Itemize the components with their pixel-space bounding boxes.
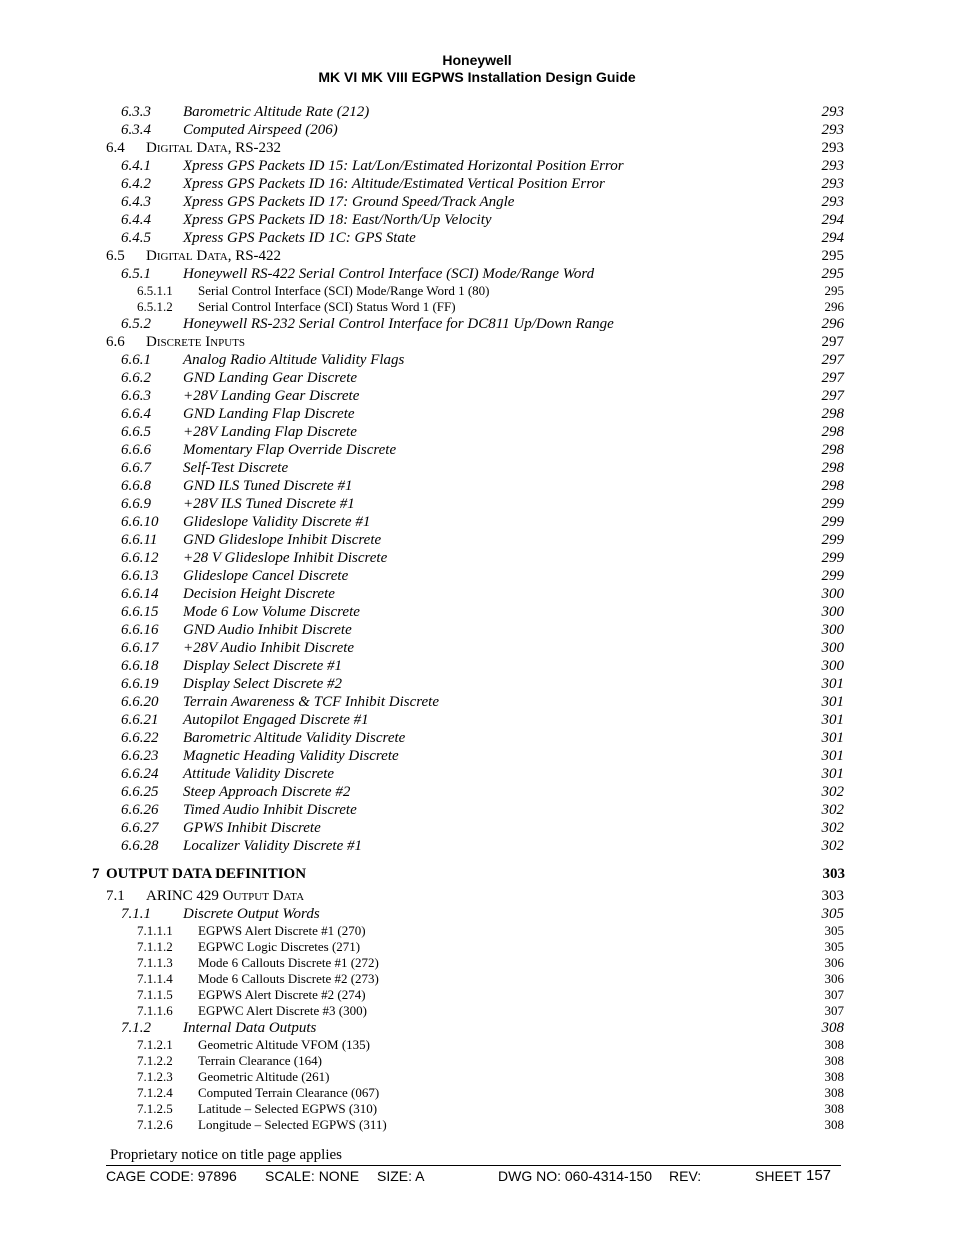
toc-entry-number: 6.6 (106, 334, 125, 350)
toc-entry-title: +28V Landing Gear Discrete (183, 388, 360, 404)
toc-entry-title: Steep Approach Discrete #2 (183, 784, 351, 800)
toc-entry-number: 6.5 (106, 248, 125, 264)
toc-entry-number: 6.4.1 (121, 158, 151, 174)
toc-entry-number: 6.5.1 (121, 266, 151, 282)
toc-entry-title: Attitude Validity Discrete (183, 766, 335, 782)
toc-entry-title: Serial Control Interface (SCI) Status Word 1 (FF) (198, 299, 456, 314)
toc-entry-page: 294 (821, 230, 844, 246)
toc-entry-title: Mode 6 Low Volume Discrete (183, 604, 360, 620)
toc-entry-title: Barometric Altitude Validity Discrete (183, 730, 406, 746)
toc-entry-title: Discrete Inputs (146, 334, 246, 350)
toc-entry-title: Xpress GPS Packets ID 1C: GPS State (183, 230, 416, 246)
toc-entry-number: 7.1.1.6 (137, 1003, 173, 1018)
toc-entry-title: EGPWS Alert Discrete #1 (270) (198, 923, 366, 938)
toc-entry-page: 301 (821, 712, 844, 728)
toc-entry-page: 301 (821, 694, 844, 710)
toc-entry-page: 295 (824, 283, 844, 298)
toc-entry-title: Decision Height Discrete (183, 586, 335, 602)
toc-entry-number: 6.6.8 (121, 478, 151, 494)
toc-entry-number: 6.3.4 (121, 122, 151, 138)
toc-entry-page: 308 (824, 1101, 844, 1116)
proprietary-notice: Proprietary notice on title page applies (110, 1147, 343, 1163)
toc-entry-title: Glideslope Validity Discrete #1 (183, 514, 371, 530)
toc-entry-title: +28V ILS Tuned Discrete #1 (183, 496, 355, 512)
toc-entry-number: 6.6.11 (121, 532, 158, 548)
toc-entry-number: 7.1.2.4 (137, 1085, 173, 1100)
toc-entry-page: 301 (821, 766, 844, 782)
toc-entry-number: 6.6.20 (121, 694, 159, 710)
toc-entry-page: 302 (821, 838, 844, 854)
toc-entry-page: 298 (821, 442, 844, 458)
toc-entry-number: 6.6.26 (121, 802, 159, 818)
header-company: Honeywell (442, 52, 512, 68)
toc-entry-page: 298 (821, 406, 844, 422)
toc-entry-number: 6.4.3 (121, 194, 151, 210)
toc-entry-page: 300 (821, 640, 844, 656)
toc-entry-title: Longitude – Selected EGPWS (311) (198, 1117, 387, 1132)
toc-entry-title: Terrain Awareness & TCF Inhibit Discrete (183, 694, 439, 710)
toc-entry-title: Discrete Output Words (183, 906, 320, 922)
toc-entry-page: 305 (821, 906, 844, 922)
toc-entry-page: 299 (821, 568, 844, 584)
toc-entry-title: Digital Data, RS-232 (146, 140, 282, 156)
toc-entry-number: 7.1.2.6 (137, 1117, 173, 1132)
toc-entry-number: 6.6.28 (121, 838, 159, 854)
toc-entry-page: 301 (821, 676, 844, 692)
toc-entry-title: ARINC 429 Output Data (146, 888, 305, 904)
toc-entry-page: 293 (821, 140, 844, 156)
toc-entry-number: 7.1.1.1 (137, 923, 173, 938)
toc-entry-title: Computed Airspeed (206) (183, 122, 338, 138)
toc-entry-number: 6.5.1.1 (137, 283, 173, 298)
toc-entry-number: 6.6.3 (121, 388, 151, 404)
toc-entry-page: 297 (821, 352, 844, 368)
toc-entry-title: Xpress GPS Packets ID 16: Altitude/Estimated Vertical Position Error (183, 176, 605, 192)
toc-entry-number: 6.6.18 (121, 658, 159, 674)
toc-entry-page: 293 (821, 122, 844, 138)
toc-entry-title: Honeywell RS-232 Serial Control Interface for DC811 Up/Down Range (183, 316, 614, 332)
toc-entry-page: 297 (821, 388, 844, 404)
toc-entry-number: 6.6.9 (121, 496, 151, 512)
toc-entry-number: 6.6.17 (121, 640, 159, 656)
toc-entry-number: 7.1.2.3 (137, 1069, 173, 1084)
toc-entry-page: 301 (821, 748, 844, 764)
toc-entry-number: 6.6.10 (121, 514, 159, 530)
toc-entry-title: GND Audio Inhibit Discrete (183, 622, 352, 638)
toc-entry-page: 308 (821, 1020, 844, 1036)
toc-entry-title: +28V Audio Inhibit Discrete (183, 640, 355, 656)
toc-entry-number: 7.1.1.2 (137, 939, 173, 954)
toc-entry-number: 6.4.2 (121, 176, 151, 192)
toc-entry-title: EGPWC Alert Discrete #3 (300) (198, 1003, 367, 1018)
toc-entry-title: Geometric Altitude VFOM (135) (198, 1037, 370, 1052)
toc-entry-title: GND Landing Flap Discrete (183, 406, 355, 422)
toc-entry-page: 297 (821, 334, 844, 350)
toc-entry-number: 6.6.25 (121, 784, 159, 800)
toc-entry-number: 6.6.2 (121, 370, 151, 386)
toc-entry-number: 6.6.24 (121, 766, 159, 782)
toc-entry-number: 6.3.3 (121, 104, 151, 120)
footer-sheet-label: SHEET (755, 1168, 802, 1184)
toc-entry-page: 298 (821, 424, 844, 440)
toc-entry-page: 308 (824, 1069, 844, 1084)
toc-entry-title: Terrain Clearance (164) (198, 1053, 322, 1068)
footer-divider (106, 1165, 841, 1166)
toc-entry-title: GND ILS Tuned Discrete #1 (183, 478, 353, 494)
toc-entry-title: Momentary Flap Override Discrete (183, 442, 397, 458)
toc-entry-page: 296 (821, 316, 844, 332)
toc-entry-number: 7.1.2.1 (137, 1037, 173, 1052)
toc-entry-page: 306 (824, 971, 844, 986)
toc-entry-page: 298 (821, 460, 844, 476)
footer-size: SIZE: A (377, 1168, 425, 1184)
toc-entry-title: Glideslope Cancel Discrete (183, 568, 349, 584)
toc-entry-page: 308 (824, 1037, 844, 1052)
toc-entry-title: Display Select Discrete #1 (183, 658, 342, 674)
toc-entry-page: 295 (821, 266, 844, 282)
toc-entry-title: Localizer Validity Discrete #1 (183, 838, 363, 854)
toc-entry-page: 306 (824, 955, 844, 970)
toc-entry-title: GND Glideslope Inhibit Discrete (183, 532, 382, 548)
toc-entry-title: GND Landing Gear Discrete (183, 370, 358, 386)
toc-entry-page: 308 (824, 1117, 844, 1132)
toc-entry-title: Xpress GPS Packets ID 15: Lat/Lon/Estimated Horizontal Position Error (183, 158, 624, 174)
toc-entry-page: 296 (824, 299, 844, 314)
toc-entry-page: 308 (824, 1085, 844, 1100)
toc-entry-number: 6.6.1 (121, 352, 151, 368)
toc-entry-page: 299 (821, 532, 844, 548)
toc-entry-page: 305 (824, 923, 844, 938)
toc-entry-number: 7.1.1.4 (137, 971, 173, 986)
toc-entry-number: 6.6.4 (121, 406, 151, 422)
toc-entry-number: 6.6.23 (121, 748, 159, 764)
toc-entry-number: 6.6.22 (121, 730, 159, 746)
toc-entry-page: 308 (824, 1053, 844, 1068)
toc-entry-page: 300 (821, 658, 844, 674)
toc-entry-number: 6.6.12 (121, 550, 159, 566)
toc-entry-page: 293 (821, 104, 844, 120)
toc-entry-title: +28V Landing Flap Discrete (183, 424, 357, 440)
toc-entry-page: 300 (821, 586, 844, 602)
toc-entry-number: 6.6.27 (121, 820, 159, 836)
toc-entry-page: 293 (821, 158, 844, 174)
toc-entry-number: 7.1.2.2 (137, 1053, 173, 1068)
toc-entry-page: 297 (821, 370, 844, 386)
toc-entry-number: 6.6.15 (121, 604, 159, 620)
toc-entry-title: Magnetic Heading Validity Discrete (183, 748, 399, 764)
toc-entry-number: 6.6.21 (121, 712, 159, 728)
toc-entry-page: 305 (824, 939, 844, 954)
toc-entry-page: 302 (821, 802, 844, 818)
toc-entry-page: 300 (821, 622, 844, 638)
toc-entry-page: 300 (821, 604, 844, 620)
toc-entry-title: Honeywell RS-422 Serial Control Interface (SCI) Mode/Range Word (183, 266, 595, 282)
toc-entry-number: 6.6.16 (121, 622, 159, 638)
toc-entry-number: 6.5.1.2 (137, 299, 173, 314)
footer-scale: SCALE: NONE (265, 1168, 360, 1184)
toc-entry-number: 7.1.1 (121, 906, 151, 922)
toc-entry-title: Computed Terrain Clearance (067) (198, 1085, 380, 1100)
toc-entry-title: Autopilot Engaged Discrete #1 (183, 712, 369, 728)
toc-entry-title: Mode 6 Callouts Discrete #2 (273) (198, 971, 379, 986)
header-doc-title: MK VI MK VIII EGPWS Installation Design Guide (318, 69, 636, 85)
toc-entry-number: 6.4.4 (121, 212, 151, 228)
toc-entry-title: Display Select Discrete #2 (183, 676, 342, 692)
toc-entry-page: 299 (821, 496, 844, 512)
toc-entry-title: Geometric Altitude (261) (198, 1069, 330, 1084)
toc-entry-page: 307 (824, 1003, 844, 1018)
toc-entry-title: Serial Control Interface (SCI) Mode/Range Word 1 (80) (198, 283, 490, 298)
toc-entry-number: 6.6.14 (121, 586, 159, 602)
toc-entry-title: Digital Data, RS-422 (146, 248, 282, 264)
toc-entry-page: 293 (821, 176, 844, 192)
toc-entry-number: 6.5.2 (121, 316, 151, 332)
toc-entry-page: 299 (821, 514, 844, 530)
toc-entry-page: 303 (822, 866, 845, 882)
footer-cage-code: CAGE CODE: 97896 (106, 1168, 237, 1184)
toc-entry-number: 7.1.1.3 (137, 955, 173, 970)
toc-entry-title: OUTPUT DATA DEFINITION (106, 866, 307, 882)
toc-entry-page: 303 (821, 888, 844, 904)
toc-entry-title: +28 V Glideslope Inhibit Discrete (183, 550, 388, 566)
toc-entry-title: Analog Radio Altitude Validity Flags (183, 352, 405, 368)
footer-dwg-no: DWG NO: 060-4314-150 (498, 1168, 653, 1184)
toc-entry-number: 7.1.2 (121, 1020, 151, 1036)
toc-entry-number: 6.6.5 (121, 424, 151, 440)
toc-entry-page: 299 (821, 550, 844, 566)
toc-entry-number: 7 (92, 866, 100, 882)
toc-entry-title: Latitude – Selected EGPWS (310) (198, 1101, 378, 1116)
toc-entry-title: GPWS Inhibit Discrete (183, 820, 321, 836)
toc-entry-number: 7.1.2.5 (137, 1101, 173, 1116)
toc-entry-number: 7.1 (106, 888, 125, 904)
toc-entry-number: 6.6.7 (121, 460, 151, 476)
toc-entry-page: 298 (821, 478, 844, 494)
toc-entry-title: Self-Test Discrete (183, 460, 289, 476)
toc-entry-number: 6.4 (106, 140, 125, 156)
toc-entry-page: 307 (824, 987, 844, 1002)
toc-entry-page: 295 (821, 248, 844, 264)
page-footer (0, 1167, 954, 1185)
toc-entry-page: 302 (821, 820, 844, 836)
footer-sheet-number: 157 (806, 1167, 832, 1184)
toc-entry-page: 301 (821, 730, 844, 746)
toc-entry-title: Mode 6 Callouts Discrete #1 (272) (198, 955, 379, 970)
toc-entry-title: Xpress GPS Packets ID 18: East/North/Up Velocity (183, 212, 492, 228)
toc-entry-title: EGPWC Logic Discretes (271) (198, 939, 361, 954)
toc-entry-title: EGPWS Alert Discrete #2 (274) (198, 987, 366, 1002)
toc-entry-number: 6.6.6 (121, 442, 151, 458)
toc-entry-page: 293 (821, 194, 844, 210)
toc-entry-title: Barometric Altitude Rate (212) (183, 104, 370, 120)
toc-entry-page: 302 (821, 784, 844, 800)
toc-entry-number: 6.4.5 (121, 230, 151, 246)
toc-entry-number: 6.6.19 (121, 676, 159, 692)
toc-entry-title: Xpress GPS Packets ID 17: Ground Speed/Track Angle (183, 194, 515, 210)
toc-entry-number: 6.6.13 (121, 568, 159, 584)
toc-entry-page: 294 (821, 212, 844, 228)
footer-rev: REV: (669, 1168, 702, 1184)
toc-entry-title: Internal Data Outputs (183, 1020, 317, 1036)
toc-entry-number: 7.1.1.5 (137, 987, 173, 1002)
toc-entry-title: Timed Audio Inhibit Discrete (183, 802, 357, 818)
